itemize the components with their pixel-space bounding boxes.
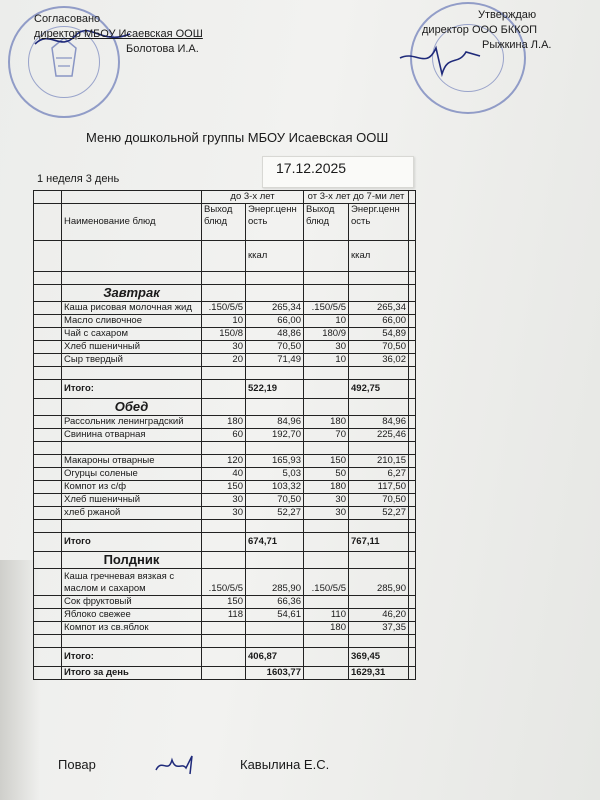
energy-2: 225,46: [349, 429, 409, 442]
yield-2: 30: [304, 341, 349, 354]
subtotal-energy-1: 522,19: [246, 380, 304, 399]
energy-1: 71,49: [246, 354, 304, 367]
age-header-row: [34, 191, 416, 204]
dish-name: Сок фруктовый: [62, 596, 202, 609]
yield-2: 180/9: [304, 328, 349, 341]
dish-row: [34, 507, 416, 520]
yield-1: 120: [202, 455, 246, 468]
dish-name: Сыр твердый: [62, 354, 202, 367]
section-row: [34, 285, 416, 302]
cook-name: Кавылина Е.С.: [240, 757, 330, 772]
section-title: Полдник: [62, 552, 202, 569]
menu-date: 17.12.2025: [276, 160, 347, 176]
energy-2: 84,96: [349, 416, 409, 429]
dish-row: [34, 609, 416, 622]
yield-1: 150: [202, 596, 246, 609]
yield-1: 180: [202, 416, 246, 429]
kcal-unit-1: ккал: [246, 241, 304, 272]
dish-row: [34, 315, 416, 328]
yield-1: 60: [202, 429, 246, 442]
energy-2: 6,27: [349, 468, 409, 481]
dish-name: Огурцы соленые: [62, 468, 202, 481]
dish-row: [34, 569, 416, 596]
right-name: Рыжкина Л.А.: [482, 39, 552, 51]
dish-row: [34, 328, 416, 341]
dish-name: Свинина отварная: [62, 429, 202, 442]
dish-name: хлеб ржаной: [62, 507, 202, 520]
subtotal-energy-1: 674,71: [246, 533, 304, 552]
energy-1: 84,96: [246, 416, 304, 429]
dish-row: [34, 468, 416, 481]
day-total-energy-2: 1629,31: [349, 667, 409, 680]
age-group-2: от 3-х лет до 7-ми лет: [304, 191, 409, 204]
yield-1: 20: [202, 354, 246, 367]
energy-2: [349, 596, 409, 609]
dish-row: [34, 596, 416, 609]
yield-2: 10: [304, 354, 349, 367]
energy-1: 52,27: [246, 507, 304, 520]
yield-2: 110: [304, 609, 349, 622]
energy-1: 70,50: [246, 341, 304, 354]
subtotal-label: Итого:: [62, 380, 202, 399]
energy-1: 66,36: [246, 596, 304, 609]
yield-1: [202, 622, 246, 635]
blank-row: [34, 520, 416, 533]
dish-row: [34, 455, 416, 468]
right-position: директор ООО БККОП: [422, 24, 538, 36]
energy-2: 37,35: [349, 622, 409, 635]
yield-1: 30: [202, 494, 246, 507]
yield-header-2: Выход блюд: [304, 204, 349, 241]
approved-label: Утверждаю: [478, 9, 537, 21]
yield-2: [304, 596, 349, 609]
yield-2: 180: [304, 481, 349, 494]
subtotal-label: Итого: [62, 533, 202, 552]
section-row: [34, 552, 416, 569]
energy-2: 36,02: [349, 354, 409, 367]
energy-2: 66,00: [349, 315, 409, 328]
dish-row: [34, 622, 416, 635]
agreed-label: Согласовано: [34, 13, 101, 25]
yield-1: 150: [202, 481, 246, 494]
yield-1: 40: [202, 468, 246, 481]
dish-name: Компот из св.яблок: [62, 622, 202, 635]
energy-1: 48,86: [246, 328, 304, 341]
subtotal-row: [34, 380, 416, 399]
energy-2: 54,89: [349, 328, 409, 341]
approval-right: [422, 8, 552, 53]
dish-name: Масло сливочное: [62, 315, 202, 328]
energy-header-2: Энерг.ценн ость: [349, 204, 409, 241]
energy-2: 265,34: [349, 302, 409, 315]
kcal-unit-2: ккал: [349, 241, 409, 272]
energy-1: 103,32: [246, 481, 304, 494]
yield-1: 118: [202, 609, 246, 622]
yield-1: .150/5/5: [202, 302, 246, 315]
yield-1: 30: [202, 507, 246, 520]
dish-row: [34, 354, 416, 367]
dish-name-header: Наименование блюд: [62, 204, 202, 241]
yield-2: 70: [304, 429, 349, 442]
day-total-energy-1: 1603,77: [246, 667, 304, 680]
dish-row: [34, 341, 416, 354]
energy-2: 70,50: [349, 494, 409, 507]
yield-2: 30: [304, 507, 349, 520]
yield-2: .150/5/5: [304, 302, 349, 315]
unit-row: [34, 241, 416, 272]
energy-1: 285,90: [246, 569, 304, 596]
yield-1: 150/8: [202, 328, 246, 341]
yield-header-1: Выход блюд: [202, 204, 246, 241]
column-header-row: [34, 204, 416, 241]
yield-1: .150/5/5: [202, 569, 246, 596]
day-total-row: [34, 667, 416, 680]
blank-row: [34, 635, 416, 648]
right-signature: [396, 40, 486, 80]
energy-2: 285,90: [349, 569, 409, 596]
energy-1: 265,34: [246, 302, 304, 315]
yield-2: 180: [304, 622, 349, 635]
dish-row: [34, 429, 416, 442]
dish-name: Рассольник ленинградский: [62, 416, 202, 429]
subtotal-energy-2: 369,45: [349, 648, 409, 667]
energy-1: 66,00: [246, 315, 304, 328]
yield-2: 10: [304, 315, 349, 328]
yield-2: 150: [304, 455, 349, 468]
yield-2: 180: [304, 416, 349, 429]
energy-1: 54,61: [246, 609, 304, 622]
energy-2: 46,20: [349, 609, 409, 622]
energy-2: 52,27: [349, 507, 409, 520]
yield-2: 30: [304, 494, 349, 507]
energy-2: 70,50: [349, 341, 409, 354]
dish-name: Каша рисовая молочная жид: [62, 302, 202, 315]
dish-row: [34, 302, 416, 315]
section-title: Обед: [62, 399, 202, 416]
week-day: 1 неделя 3 день: [37, 173, 120, 185]
energy-header-1: Энерг.ценн ость: [246, 204, 304, 241]
yield-2: 50: [304, 468, 349, 481]
age-group-1: до 3-х лет: [202, 191, 304, 204]
dish-name: Каша гречневая вязкая с маслом и сахаром: [62, 569, 202, 596]
subtotal-label: Итого:: [62, 648, 202, 667]
menu-table: [33, 190, 416, 680]
energy-1: 5,03: [246, 468, 304, 481]
dish-name: Хлеб пшеничный: [62, 341, 202, 354]
dish-name: Яблоко свежее: [62, 609, 202, 622]
subtotal-row: [34, 648, 416, 667]
day-total-label: Итого за день: [62, 667, 202, 680]
energy-1: 192,70: [246, 429, 304, 442]
dish-row: [34, 416, 416, 429]
subtotal-energy-2: 767,11: [349, 533, 409, 552]
blank-row: [34, 272, 416, 285]
subtotal-energy-2: 492,75: [349, 380, 409, 399]
dish-row: [34, 494, 416, 507]
dish-name: Чай с сахаром: [62, 328, 202, 341]
left-name: Болотова И.А.: [126, 43, 199, 55]
energy-1: 70,50: [246, 494, 304, 507]
energy-1: 165,93: [246, 455, 304, 468]
blank-row: [34, 367, 416, 380]
approval-left: [34, 12, 203, 57]
dish-name: Хлеб пшеничный: [62, 494, 202, 507]
cook-label: Повар: [58, 757, 96, 772]
energy-2: 117,50: [349, 481, 409, 494]
dish-row: [34, 481, 416, 494]
energy-1: [246, 622, 304, 635]
left-position: директор МБОУ Исаевская ООШ: [34, 28, 203, 40]
dish-name: Компот из с/ф: [62, 481, 202, 494]
energy-2: 210,15: [349, 455, 409, 468]
subtotal-energy-1: 406,87: [246, 648, 304, 667]
dish-name: Макароны отварные: [62, 455, 202, 468]
cook-signature: [152, 752, 202, 778]
menu-title: Меню дошкольной группы МБОУ Исаевская ООШ: [86, 130, 389, 145]
yield-1: 10: [202, 315, 246, 328]
blank-row: [34, 442, 416, 455]
yield-1: 30: [202, 341, 246, 354]
yield-2: .150/5/5: [304, 569, 349, 596]
section-title: Завтрак: [62, 285, 202, 302]
section-row: [34, 399, 416, 416]
subtotal-row: [34, 533, 416, 552]
